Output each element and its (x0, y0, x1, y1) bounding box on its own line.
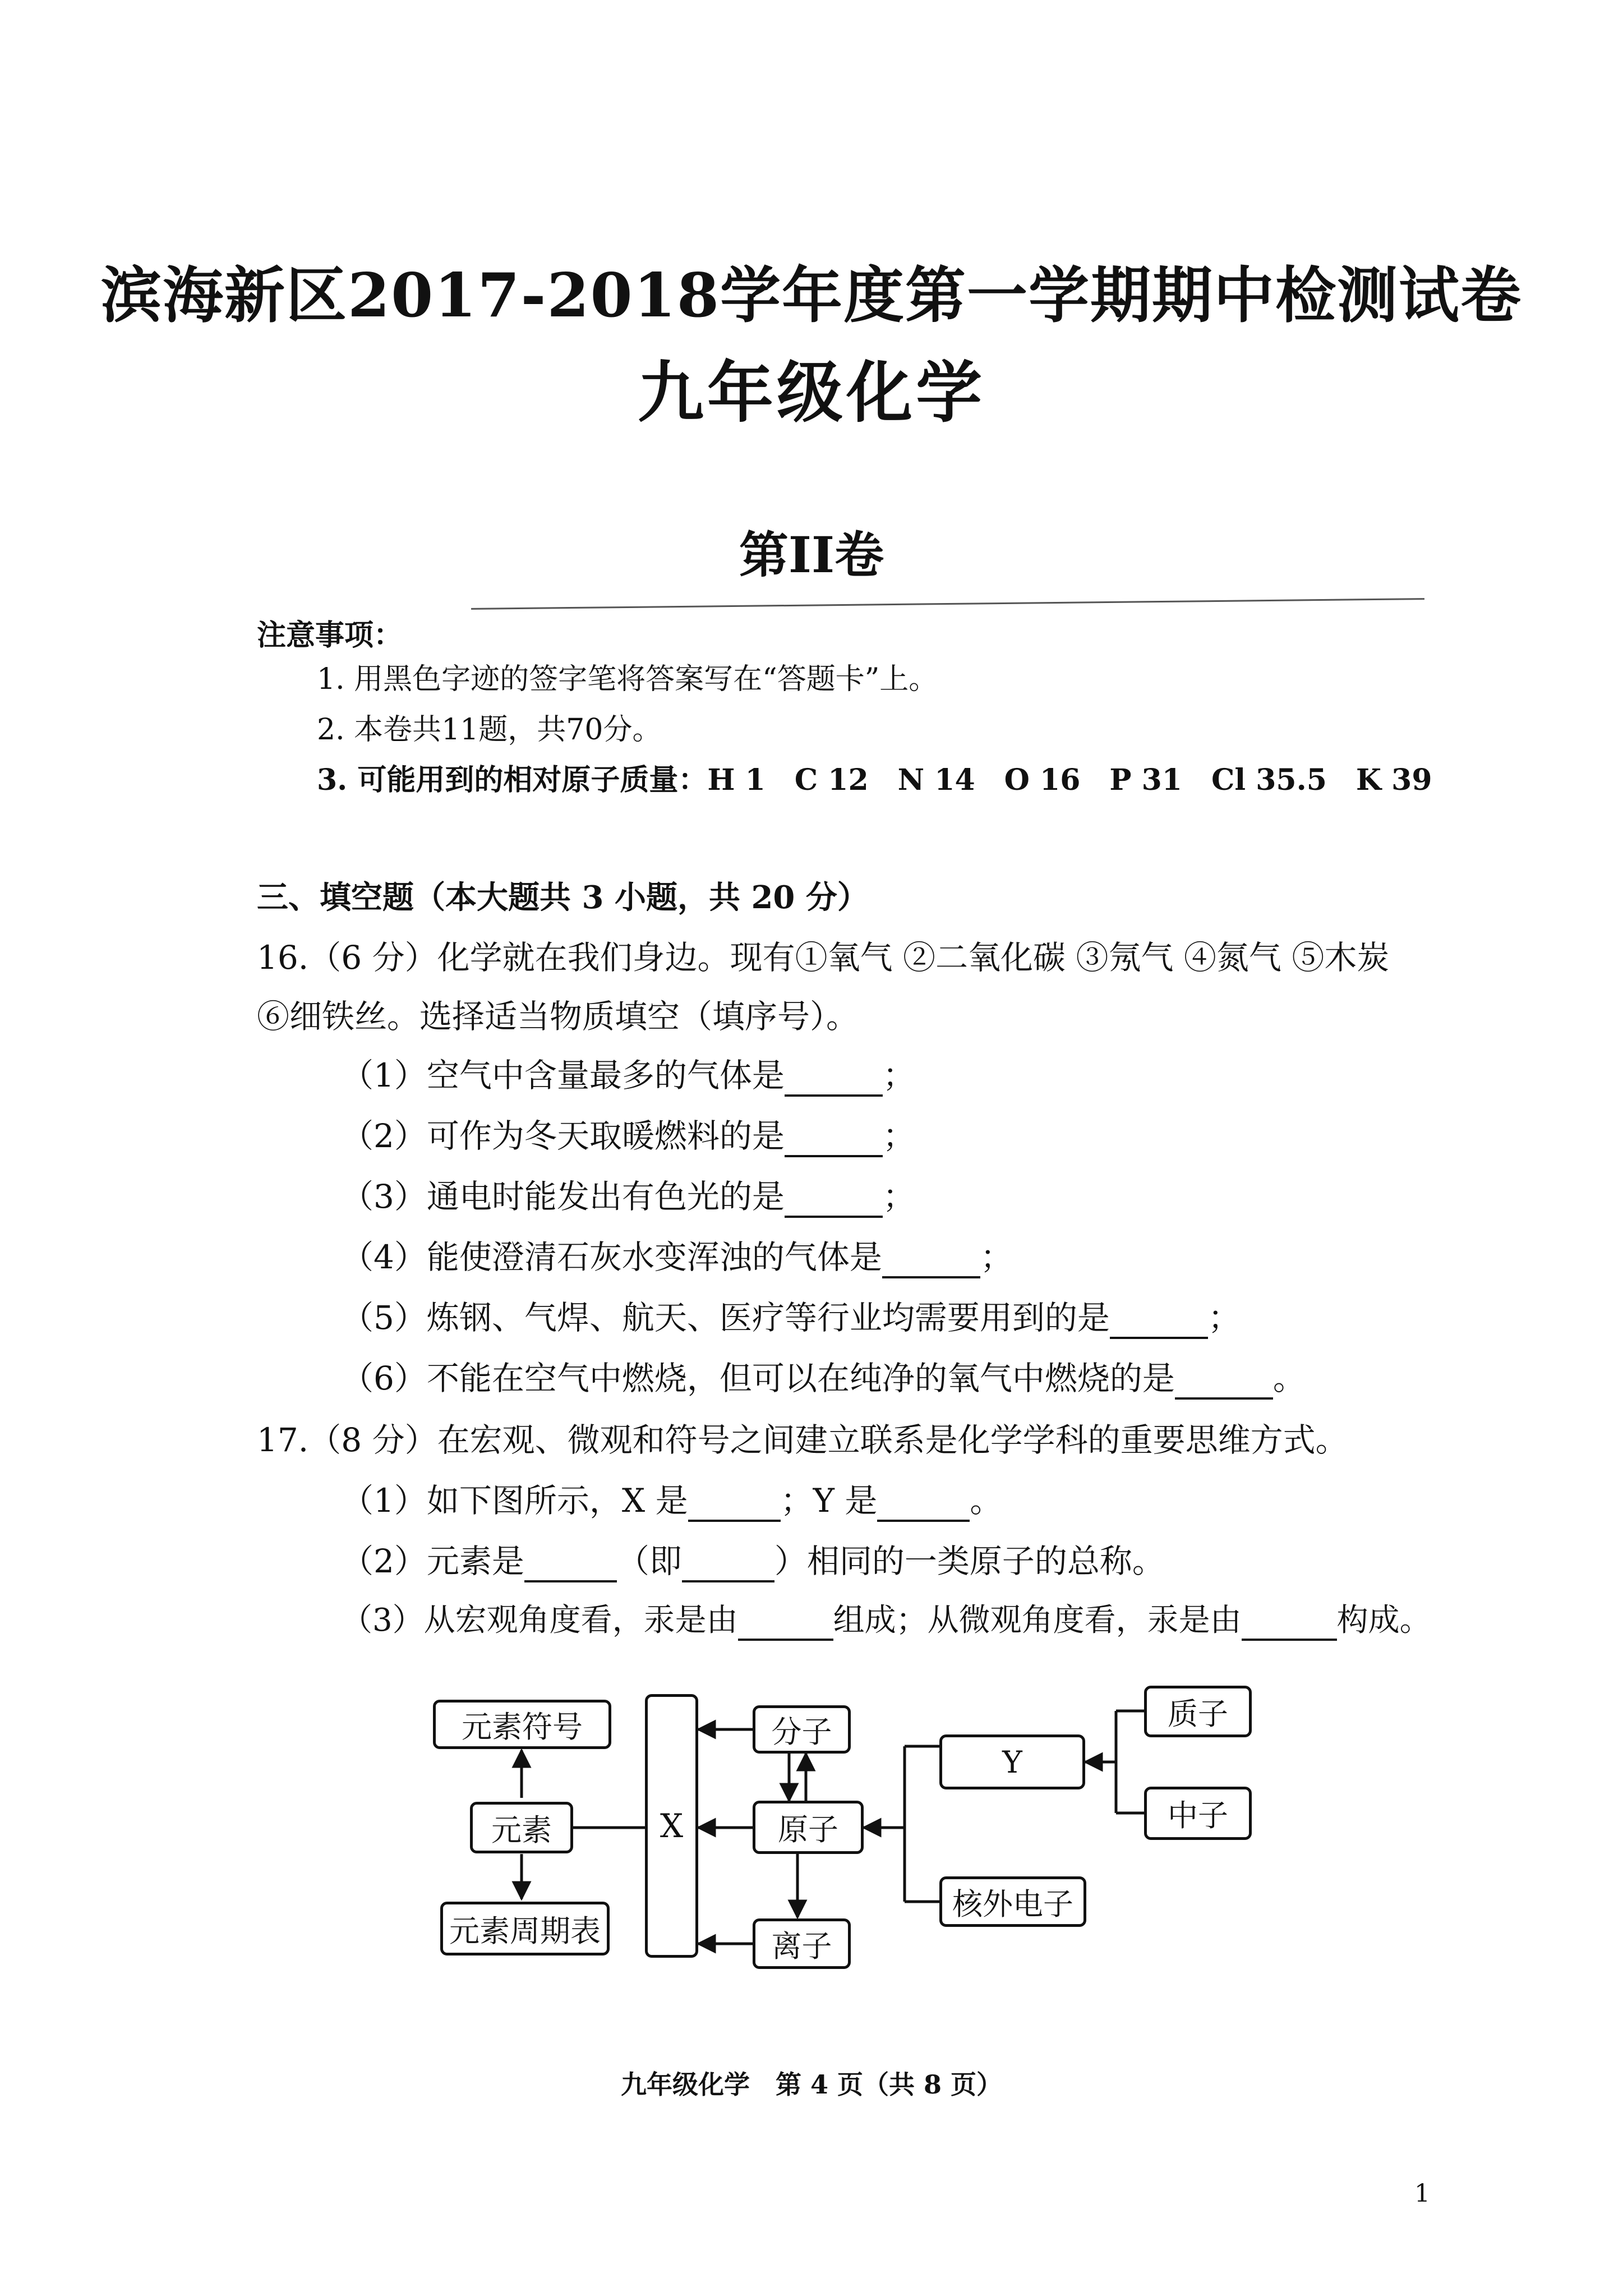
notice-item: 3. 可能用到的相对原子质量：H 1 C 12 N 14 O 16 P 31 Cl 35.5 K 39 (317, 763, 1432, 797)
box-proton: 质子 (1144, 1686, 1252, 1737)
sub-text: （4）能使澄清石灰水变浑浊的气体是 (341, 1238, 882, 1276)
exam-subtitle: 九年级化学 (637, 353, 985, 431)
sub-text: （3）通电时能发出有色光的是 (341, 1177, 785, 1216)
notice-item: 2. 本卷共11题，共70分。 (317, 713, 662, 747)
sub-end: ； (882, 1056, 915, 1094)
page-footer: 九年级化学 第 4 页（共 8 页） (620, 2069, 1003, 2100)
box-element: 元素 (470, 1802, 573, 1853)
sub-text: （2）元素是 (341, 1542, 524, 1580)
sub-end: 。 (970, 1481, 1003, 1520)
sub-text: （2）可作为冬天取暖燃料的是 (341, 1117, 785, 1155)
box-periodic-table: 元素周期表 (440, 1902, 610, 1955)
section-heading: 三、填空题（本大题共 3 小题，共 20 分） (257, 879, 869, 916)
box-molecule: 分子 (753, 1705, 851, 1754)
question-16-stem-cont: ⑥细铁丝。选择适当物质填空（填序号）。 (257, 997, 859, 1036)
sub-end: 构成。 (1336, 1602, 1431, 1639)
box-ion: 离子 (753, 1918, 851, 1969)
box-y: Y (939, 1734, 1085, 1789)
sub-end: ； (980, 1238, 1013, 1276)
volume-label: 第II卷 (739, 526, 884, 584)
sub-text: 组成；从微观角度看，汞是由 (833, 1602, 1242, 1639)
exam-title: 滨海新区2017-2018学年度第一学期期中检测试卷 (101, 260, 1522, 331)
sub-end: 。 (1272, 1359, 1306, 1397)
sub-end: ； (882, 1177, 915, 1216)
sub-text: （3）从宏观角度看，汞是由 (341, 1602, 738, 1639)
box-x: X (645, 1694, 698, 1958)
notice-item: 1. 用黑色字迹的签字笔将答案写在“答题卡”上。 (317, 662, 938, 696)
sub-text: （5）炼钢、气焊、航天、医疗等行业均需要用到的是 (341, 1299, 1110, 1337)
question-16-stem: 16.（6 分）化学就在我们身边。现有①氧气 ②二氧化碳 ③氖气 ④氮气 ⑤木炭 (257, 938, 1390, 977)
notice-heading: 注意事项： (257, 618, 403, 652)
sub-text: （6）不能在空气中燃烧，但可以在纯净的氧气中燃烧的是 (341, 1359, 1175, 1397)
sub-end: ； (882, 1117, 915, 1155)
question-17-stem: 17.（8 分）在宏观、微观和符号之间建立联系是化学学科的重要思维方式。 (257, 1421, 1348, 1459)
sub-text: （1）如下图所示，X 是 (341, 1481, 688, 1520)
sub-end: ）相同的一类原子的总称。 (774, 1542, 1165, 1580)
box-atom: 原子 (753, 1801, 864, 1854)
sub-text: （1）空气中含量最多的气体是 (341, 1056, 785, 1094)
sub-text: （即 (616, 1542, 682, 1580)
sub-end: ； (1207, 1299, 1241, 1337)
box-neutron: 中子 (1144, 1787, 1252, 1840)
box-element-symbol: 元素符号 (433, 1700, 611, 1749)
sub-text: ；Y 是 (780, 1481, 878, 1520)
box-electron: 核外电子 (939, 1876, 1086, 1927)
page-number: 1 (1414, 2179, 1430, 2208)
